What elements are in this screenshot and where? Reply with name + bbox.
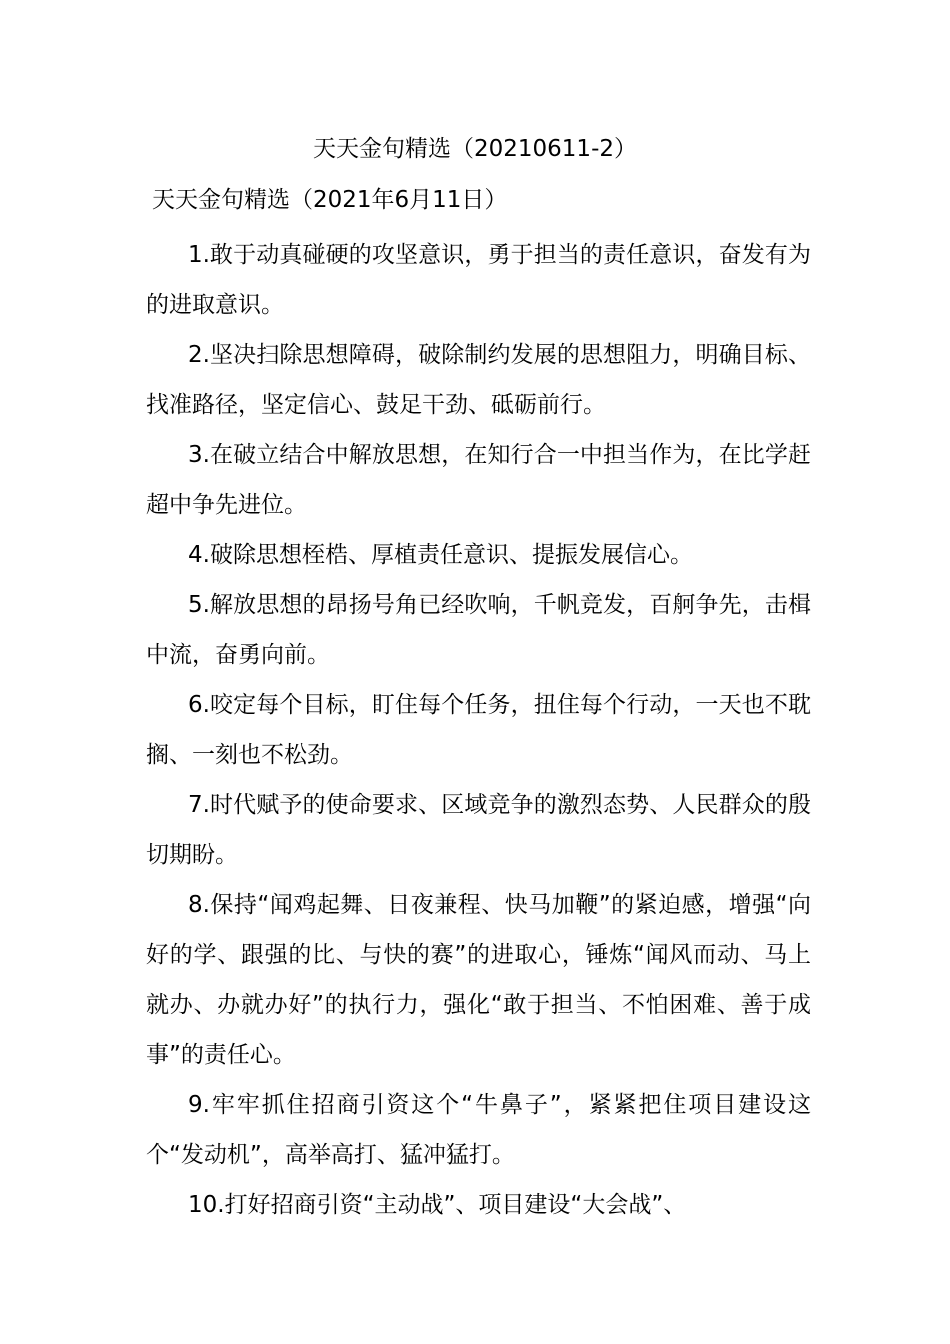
paragraph-6: 6.咬定每个目标，盯住每个任务，扭住每个行动，一天也不耽搁、一刻也不松劲。 <box>146 692 811 768</box>
paragraph-2: 2.坚决扫除思想障碍，破除制约发展的思想阻力，明确目标、找准路径，坚定信心、鼓足干劲、砥砺前行。 <box>146 342 811 418</box>
document-subtitle: 天天金句精选（2021年6月11日） <box>152 187 508 213</box>
document-body <box>146 230 811 1230</box>
paragraph-1: 1.敢于动真碰硬的攻坚意识，勇于担当的责任意识，奋发有为的进取意识。 <box>146 242 811 318</box>
document-title: 天天金句精选（20210611-2） <box>313 136 637 162</box>
paragraph-4: 4.破除思想桎梏、厚植责任意识、提振发展信心。 <box>188 542 693 568</box>
paragraph-7: 7.时代赋予的使命要求、区域竞争的激烈态势、人民群众的殷切期盼。 <box>146 792 811 868</box>
paragraph-5: 5.解放思想的昂扬号角已经吹响，千帆竞发，百舸争先，击楫中流，奋勇向前。 <box>146 592 811 668</box>
paragraph-9: 9.牢牢抓住招商引资这个“牛鼻子”，紧紧把住项目建设这个“发动机”，高举高打、猛冲猛打。 <box>146 1092 811 1168</box>
paragraph-3: 3.在破立结合中解放思想，在知行合一中担当作为，在比学赶超中争先进位。 <box>146 442 811 518</box>
paragraph-10: 10.打好招商引资“主动战”、项目建设“大会战”、 <box>188 1192 687 1218</box>
paragraph-8: 8.保持“闻鸡起舞、日夜兼程、快马加鞭”的紧迫感，增强“向好的学、跟强的比、与快的赛”的进取心，锤炼“闻风而动、马上就办、办就办好”的执行力，强化“敢于担当、不怕困难、善于成事”的责任心。 <box>146 892 811 1068</box>
